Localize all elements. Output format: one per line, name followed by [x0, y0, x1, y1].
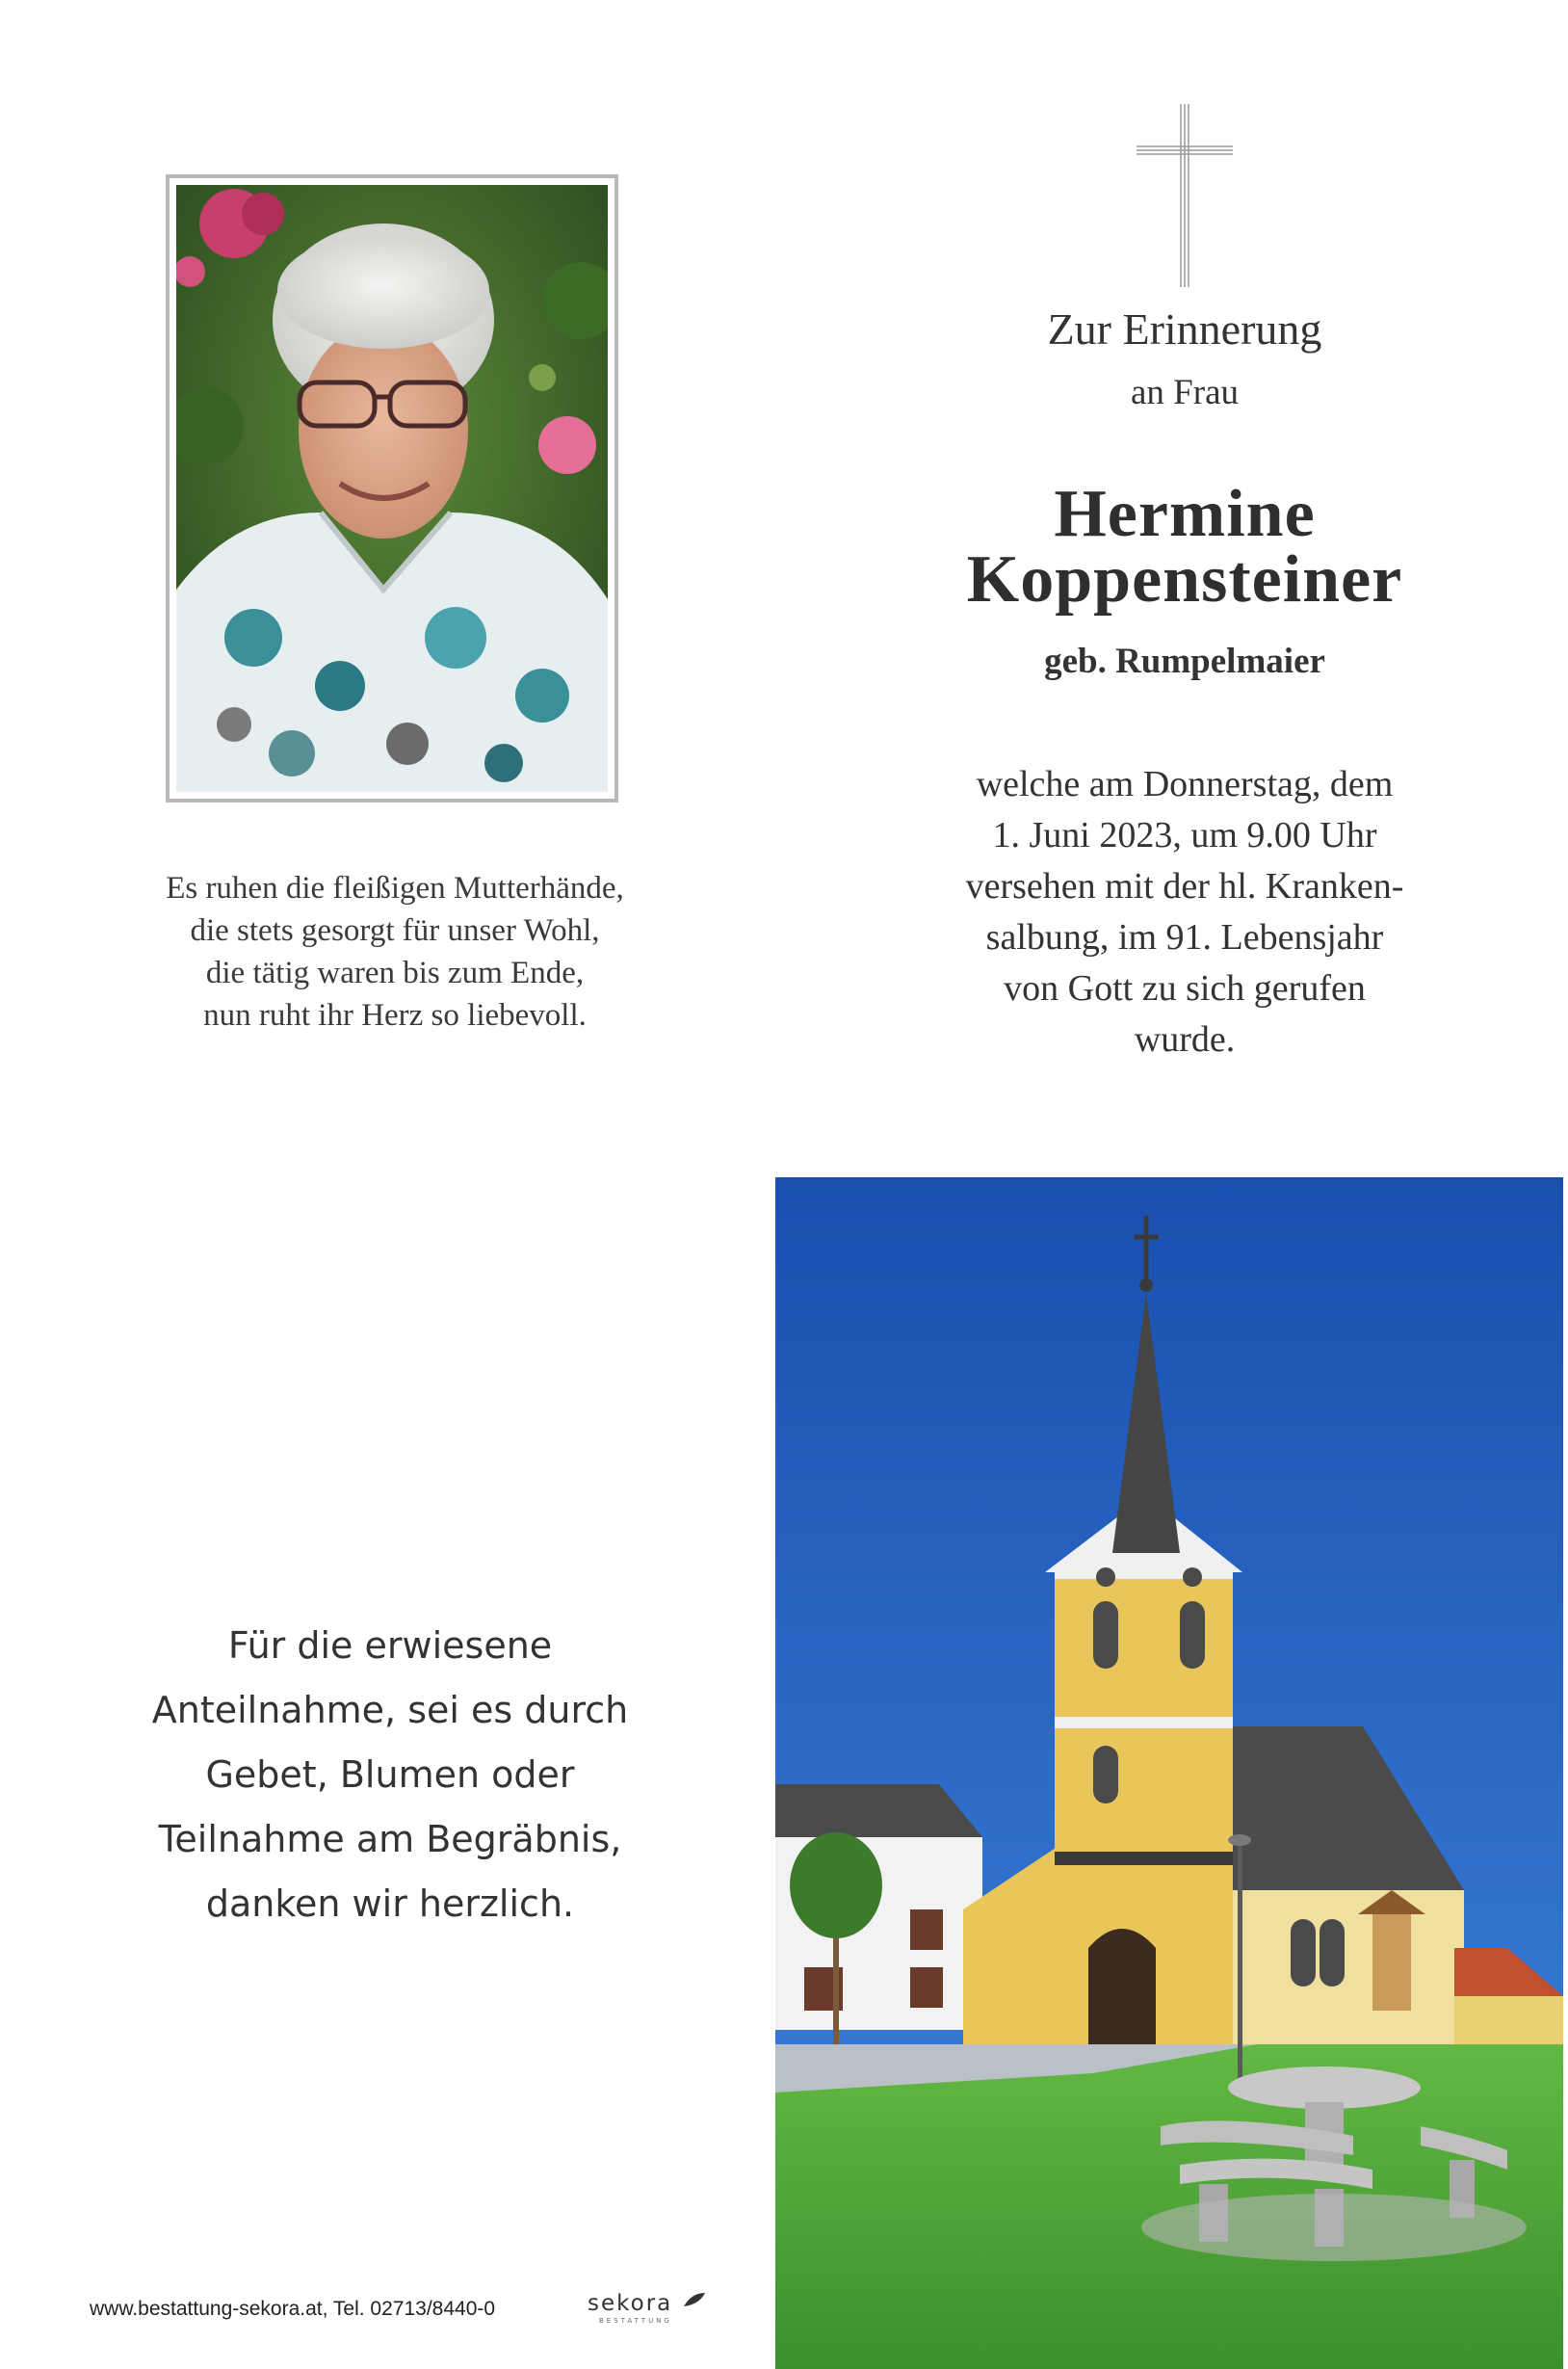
deceased-name: [848, 477, 1522, 617]
first-name: Hermine: [1054, 477, 1316, 551]
logo-text: sekora: [588, 2291, 673, 2316]
heading-an-frau: an Frau: [1131, 373, 1239, 412]
announcement: [848, 759, 1522, 1066]
portrait-photo: [176, 185, 608, 792]
thanks-line: Gebet, Blumen oder: [205, 1753, 575, 1796]
poem-line: Es ruhen die fleißigen Mutterhände,: [166, 871, 624, 906]
church-photo: [775, 1177, 1563, 2369]
thanks-line: Für die erwiesene: [227, 1624, 553, 1667]
birth-name: geb. Rumpelmaier: [1044, 642, 1325, 681]
last-name: Koppensteiner: [966, 542, 1403, 617]
announcement-line: welche am Donnerstag, dem: [976, 764, 1394, 804]
thanks-line: Teilnahme am Begräbnis,: [158, 1818, 622, 1860]
logo-subtitle: BESTATTUNG: [599, 2317, 672, 2325]
poem-line: die stets gesorgt für unser Wohl,: [190, 913, 600, 948]
cross-icon: [1137, 104, 1233, 287]
footer-contact: www.bestattung-sekora.at, Tel. 02713/8440-0: [90, 2298, 496, 2320]
thanks-line: danken wir herzlich.: [205, 1882, 575, 1925]
thanks-line: Anteilnahme, sei es durch: [151, 1689, 629, 1731]
announcement-line: versehen mit der hl. Kranken-: [965, 866, 1404, 907]
portrait-frame: [166, 174, 618, 803]
announcement-line: von Gott zu sich gerufen: [1004, 968, 1366, 1009]
poem-line: die tätig waren bis zum Ende,: [205, 956, 585, 990]
sekora-logo: [588, 2291, 707, 2316]
poem: [58, 867, 732, 1037]
thanks: [91, 1614, 689, 1936]
announcement-line: wurde.: [1134, 1019, 1236, 1060]
announcement-line: salbung, im 91. Lebensjahr: [985, 917, 1384, 958]
leaf-icon: [682, 2291, 707, 2310]
heading-remembrance: Zur Erinnerung: [1047, 304, 1322, 354]
poem-line: nun ruht ihr Herz so liebevoll.: [203, 998, 587, 1033]
announcement-line: 1. Juni 2023, um 9.00 Uhr: [992, 815, 1377, 855]
